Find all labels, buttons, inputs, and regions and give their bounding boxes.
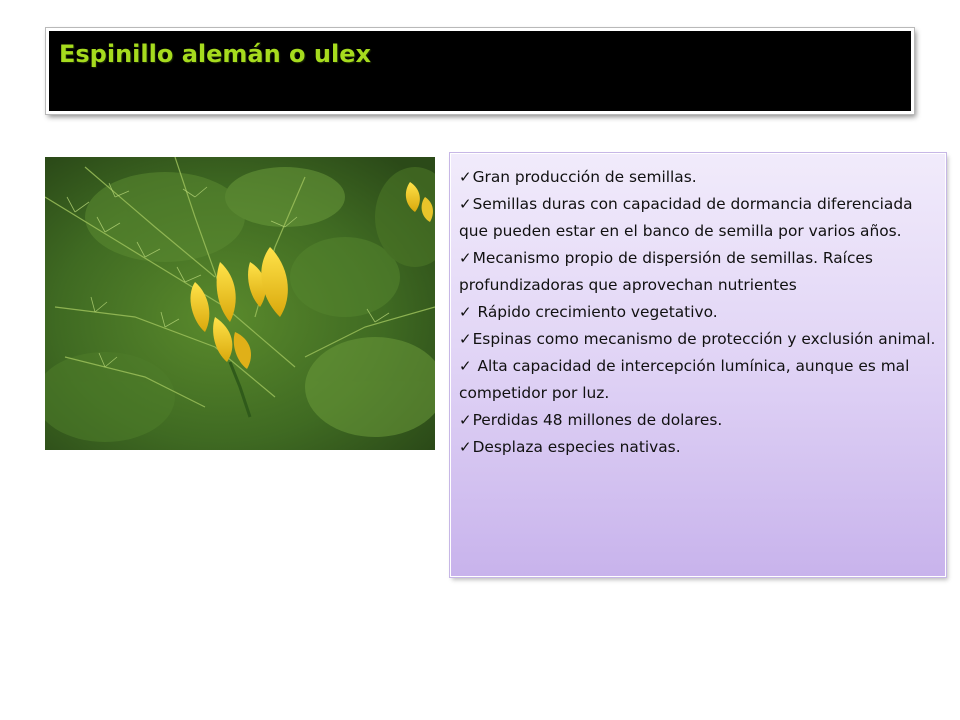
bullet-text: Espinas como mecanismo de protección y exclusión animal. <box>472 330 936 348</box>
bullet-item <box>459 299 937 326</box>
bullet-text: Rápido crecimiento vegetativo. <box>472 303 718 321</box>
bullet-item <box>459 191 937 245</box>
check-icon: ✓ <box>459 303 472 321</box>
bullet-text: Semillas duras con capacidad de dormancia diferenciada que pueden estar en el banco de semilla por varios años. <box>459 195 913 240</box>
bullet-text: Gran producción de semillas. <box>472 168 697 186</box>
bullet-text: Desplaza especies nativas. <box>472 438 681 456</box>
check-icon: ✓ <box>459 357 472 375</box>
title-bar <box>46 28 914 114</box>
bullet-text: Perdidas 48 millones de dolares. <box>472 411 723 429</box>
gorse-flower-photo <box>45 157 435 450</box>
check-icon: ✓ <box>459 195 472 213</box>
bullet-item <box>459 434 937 461</box>
check-icon: ✓ <box>459 330 472 348</box>
bullet-text: Alta capacidad de intercepción lumínica, aunque es mal competidor por luz. <box>459 357 910 402</box>
bullet-text: Mecanismo propio de dispersión de semillas. Raíces profundizadoras que aprovechan nutrientes <box>459 249 873 294</box>
bullet-item <box>459 353 937 407</box>
check-icon: ✓ <box>459 438 472 456</box>
slide-title: Espinillo alemán o ulex <box>59 40 371 68</box>
bullet-item <box>459 164 937 191</box>
check-icon: ✓ <box>459 411 472 429</box>
bullet-list <box>459 164 937 461</box>
bullet-item <box>459 245 937 299</box>
check-icon: ✓ <box>459 249 472 267</box>
check-icon: ✓ <box>459 168 472 186</box>
bullet-text-box <box>450 153 946 577</box>
bullet-item <box>459 407 937 434</box>
bullet-item <box>459 326 937 353</box>
